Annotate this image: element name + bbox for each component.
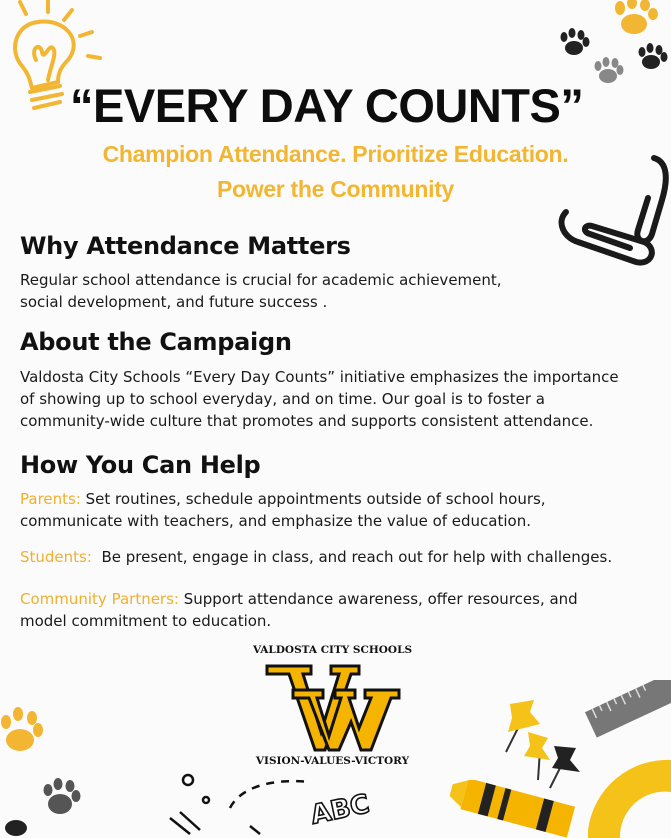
doodles-decoration [160, 768, 400, 838]
help-heading: How You Can Help [20, 451, 261, 479]
partners-text-1: Support attendance awareness, offer resources, and [178, 590, 578, 608]
ruler-decoration [580, 680, 671, 838]
paw-prints-bottom-decoration [0, 700, 110, 838]
parents-paragraph [20, 488, 650, 532]
why-heading: Why Attendance Matters [20, 232, 351, 260]
about-heading: About the Campaign [20, 328, 292, 356]
students-text: Be present, engage in class, and reach out for help with challenges. [91, 548, 613, 566]
why-line-1: Regular school attendance is crucial for academic achievement, [20, 271, 502, 289]
logo-top-text: VALDOSTA CITY SCHOOLS [252, 644, 413, 656]
about-paragraph [20, 366, 650, 432]
about-line-2: of showing up to school everyday, and on time. Our goal is to foster a [20, 390, 545, 408]
partners-label: Community Partners: [20, 590, 179, 608]
why-line-2: social development, and future success . [20, 293, 328, 311]
vw-logo-mark [263, 662, 403, 754]
why-paragraph [20, 269, 650, 313]
subtitle-line-2: Power the Community [216, 176, 455, 202]
parents-text-1: Set routines, schedule appointments outside of school hours, [80, 490, 546, 508]
abc-text: ABC [308, 789, 373, 831]
subtitle-line-1: Champion Attendance. Prioritize Education. [102, 141, 569, 167]
about-line-1: Valdosta City Schools “Every Day Counts” initiative emphasizes the importance [20, 368, 619, 386]
partners-paragraph [20, 588, 650, 632]
students-paragraph [20, 546, 650, 568]
school-logo [245, 640, 420, 775]
parents-text-2: communicate with teachers, and emphasize the value of education. [20, 512, 531, 530]
students-label: Students: [20, 548, 92, 566]
paperclips-decoration [556, 150, 671, 275]
crayon-decoration [440, 780, 580, 838]
partners-text-2: model commitment to education. [20, 612, 272, 630]
parents-label: Parents: [20, 490, 81, 508]
about-line-3: community-wide culture that promotes and supports consistent attendance. [20, 412, 594, 430]
logo-bottom-text: VISION-VALUES-VICTORY [255, 755, 410, 767]
page-title: “EVERY DAY COUNTS” [70, 79, 584, 132]
